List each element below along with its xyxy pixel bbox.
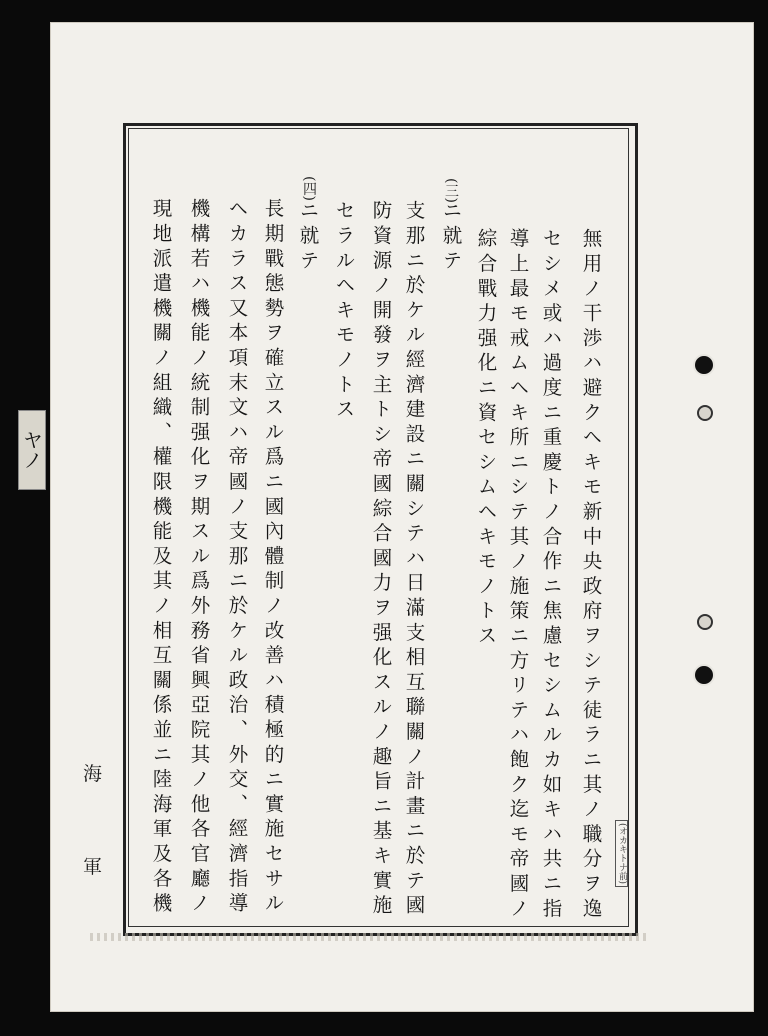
text-column-13: 現地派遣機關ノ組織、權限機能及其ノ相互關係並ニ陸海軍及各機 (149, 198, 173, 918)
archive-stamp: ヤノ (18, 410, 46, 490)
section-label-three: (三) (443, 178, 459, 203)
text-column-8: セラルヘキモノトス (332, 200, 356, 424)
binding-hole-icon (697, 614, 713, 630)
side-note: (オカキトナ前) (615, 820, 628, 887)
scan-noise (90, 933, 650, 941)
text-column-2: セシメ或ハ過度ニ重慶トノ合作ニ焦慮セシムルカ如キハ共ニ指 (539, 228, 563, 923)
text-column-7: 防資源ノ開發ヲ主トシ帝國綜合國力ヲ强化スルノ趣旨ニ基キ實施 (369, 200, 393, 920)
binding-hole-icon (693, 354, 715, 376)
margin-char-gun: 軍 (83, 856, 103, 878)
text-column-10: 長期戰態勢ヲ確立スル爲ニ國內體制ノ改善ハ積極的ニ實施セサル (261, 198, 285, 918)
text-column-1: 無用ノ干渉ハ避クヘキモ新中央政府ヲシテ徒ラニ其ノ職分ヲ逸 (579, 228, 603, 923)
text-column-4: 綜合戰力强化ニ資セシムヘキモノトス (474, 228, 498, 650)
text-column-12: 機構若ハ機能ノ統制强化ヲ期スル爲外務省興亞院其ノ他各官廳ノ (187, 198, 211, 918)
text-column-9-heading: ニ就テ (296, 200, 320, 275)
binding-hole-icon (697, 405, 713, 421)
text-column-6: 支那ニ於ケル經濟建設ニ關シテハ日滿支相互聯關ノ計畫ニ於テ國 (402, 200, 426, 920)
binding-hole-icon (693, 664, 715, 686)
margin-char-kai: 海 (83, 763, 103, 785)
text-column-3: 導上最モ戒ムヘキ所ニシテ其ノ施策ニ方リテハ飽ク迄モ帝國ノ (506, 228, 530, 923)
section-label-four: (四) (301, 176, 317, 201)
text-column-11: ヘカラス又本項末文ハ帝國ノ支那ニ於ケル政治、外交、經濟指導 (225, 198, 249, 918)
text-column-5-heading: ニ就テ (439, 200, 463, 275)
